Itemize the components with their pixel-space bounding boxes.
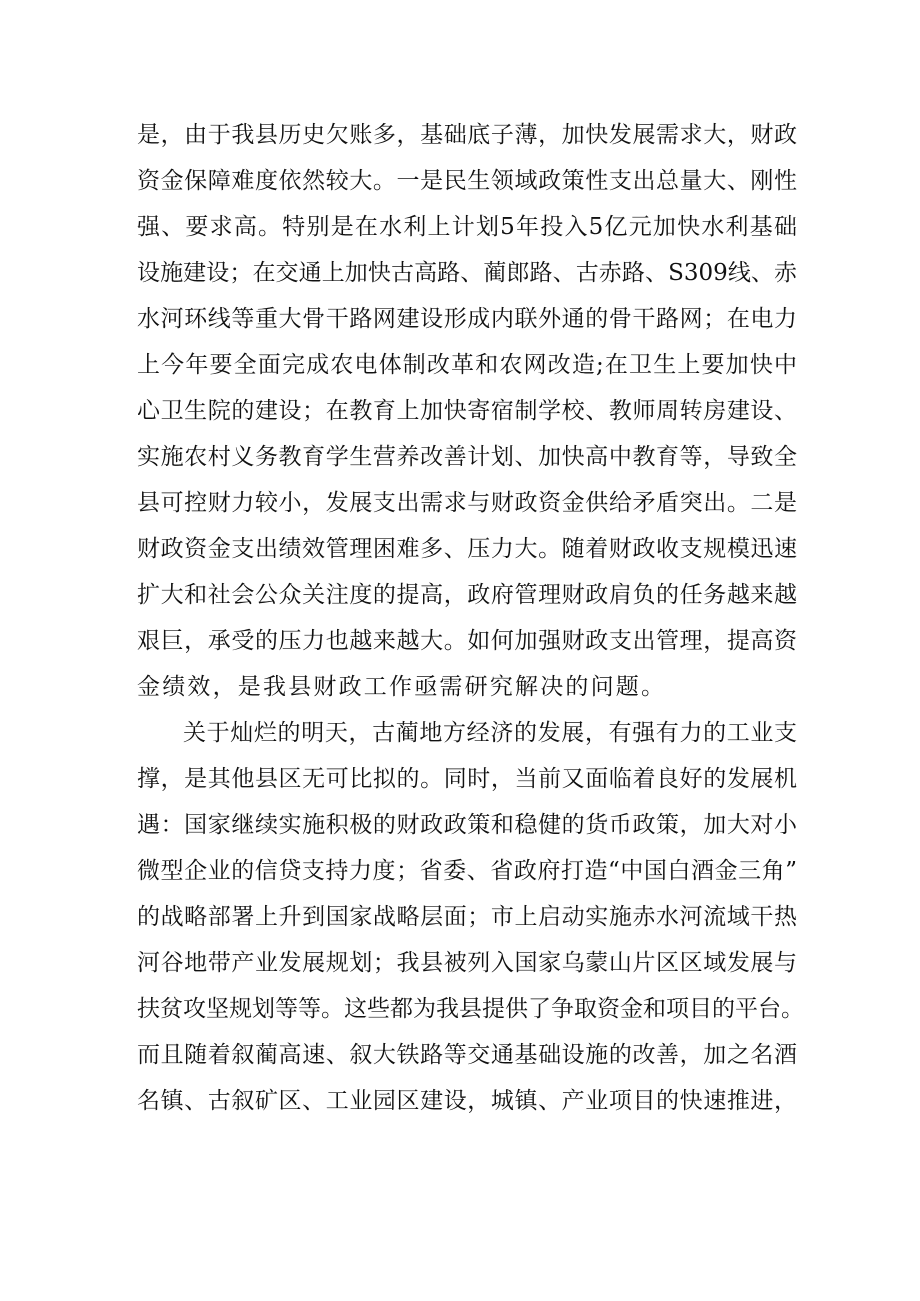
text-line: 资金保障难度依然较大。一是民生领域政策性支出总量大、刚性 xyxy=(137,168,797,194)
text-line: 上今年要全面完成农电体制改革和农网改造;在卫生上要加快中 xyxy=(137,352,797,378)
text-line: 遇：国家继续实施积极的财政政策和稳健的货币政策，加大对小 xyxy=(137,812,797,838)
text-line: 而且随着叙蔺高速、叙大铁路等交通基础设施的改善，加之名酒 xyxy=(137,1042,797,1068)
text-line: 强、要求高。特别是在水利上计划5年投入5亿元加快水利基础 xyxy=(137,214,797,240)
text-line: 设施建设；在交通上加快古高路、蔺郎路、古赤路、S309线、赤 xyxy=(137,260,797,286)
paragraph-1 xyxy=(137,112,797,710)
text-line: 扶贫攻坚规划等等。这些都为我县提供了争取资金和项目的平台。 xyxy=(137,996,804,1022)
text-line: 撑，是其他县区无可比拟的。同时，当前又面临着良好的发展机 xyxy=(137,766,797,792)
text-line: 县可控财力较小，发展支出需求与财政资金供给矛盾突出。二是 xyxy=(137,490,797,516)
text-line: 心卫生院的建设；在教育上加快寄宿制学校、教师周转房建设、 xyxy=(137,398,797,424)
document-body xyxy=(137,112,804,1124)
text-line: 艰巨，承受的压力也越来越大。如何加强财政支出管理，提高资 xyxy=(137,628,797,654)
text-line: 名镇、古叙矿区、工业园区建设，城镇、产业项目的快速推进， xyxy=(137,1088,797,1114)
text-line: 河谷地带产业发展规划；我县被列入国家乌蒙山片区区域发展与 xyxy=(137,950,797,976)
text-line-indented: 关于灿烂的明天，古蔺地方经济的发展，有强有力的工业支 xyxy=(183,720,797,746)
text-line-last: 金绩效，是我县财政工作亟需研究解决的问题。 xyxy=(137,674,667,700)
text-line: 的战略部署上升到国家战略层面；市上启动实施赤水河流域干热 xyxy=(137,904,797,930)
text-line: 是，由于我县历史欠账多，基础底子薄，加快发展需求大，财政 xyxy=(137,122,797,148)
paragraph-2 xyxy=(137,710,804,1124)
text-line: 水河环线等重大骨干路网建设形成内联外通的骨干路网；在电力 xyxy=(137,306,797,332)
text-line: 实施农村义务教育学生营养改善计划、加快高中教育等，导致全 xyxy=(137,444,797,470)
text-line: 微型企业的信贷支持力度；省委、省政府打造“中国白酒金三角” xyxy=(137,858,797,884)
text-line: 财政资金支出绩效管理困难多、压力大。随着财政收支规模迅速 xyxy=(137,536,797,562)
text-line: 扩大和社会公众关注度的提高，政府管理财政肩负的任务越来越 xyxy=(137,582,797,608)
